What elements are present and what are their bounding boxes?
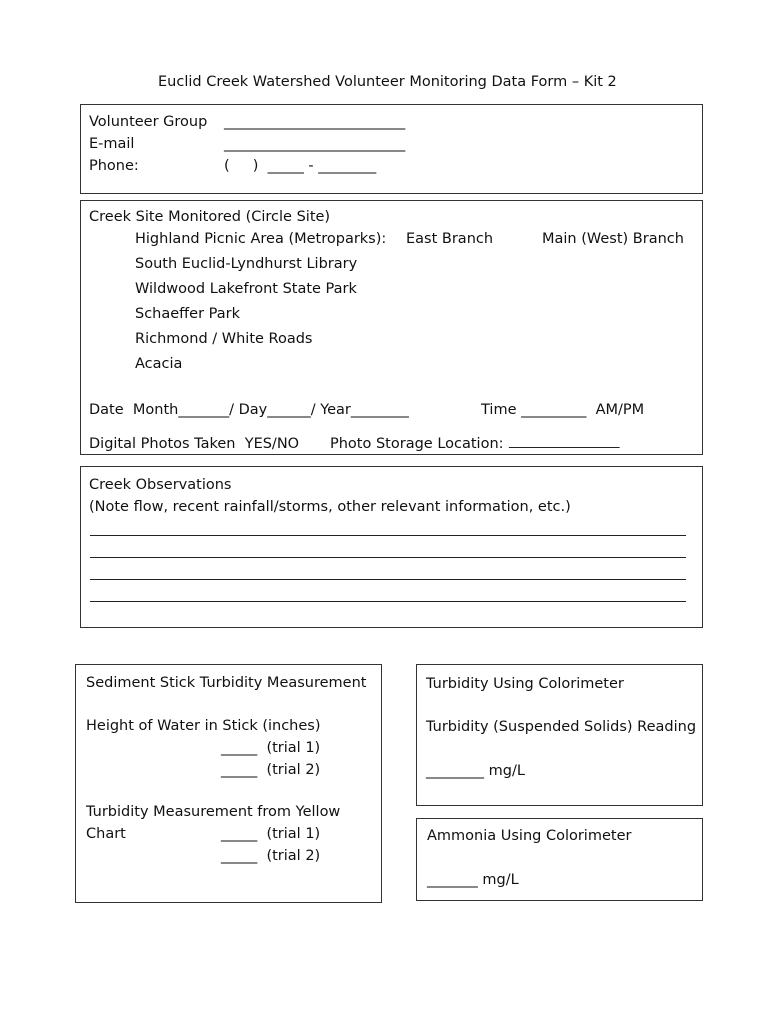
main-branch-option[interactable]: Main (West) Branch — [542, 231, 684, 247]
observation-line[interactable] — [90, 535, 686, 536]
site-option[interactable]: Wildwood Lakefront State Park — [135, 281, 357, 297]
site-option[interactable]: South Euclid-Lyndhurst Library — [135, 256, 358, 272]
yellow-chart-trial-1[interactable]: _____ (trial 1) — [221, 826, 321, 842]
site-heading: Creek Site Monitored (Circle Site) — [89, 209, 331, 225]
ammonia-heading: Ammonia Using Colorimeter — [427, 828, 632, 844]
form-title: Euclid Creek Watershed Volunteer Monitoring Data Form – Kit 2 — [158, 74, 617, 90]
volunteer-group-field[interactable]: _________________________ — [224, 114, 406, 130]
sediment-heading: Sediment Stick Turbidity Measurement — [86, 675, 367, 691]
east-branch-option[interactable]: East Branch — [406, 231, 494, 247]
turbidity-reading-label: Turbidity (Suspended Solids) Reading — [426, 719, 697, 735]
photos-taken-field[interactable]: Digital Photos Taken YES/NO — [89, 436, 300, 452]
observation-line[interactable] — [90, 557, 686, 558]
sediment-section — [75, 664, 382, 903]
date-field[interactable]: Date Month_______/ Day______/ Year________ — [89, 402, 409, 418]
stick-height-trial-1[interactable]: _____ (trial 1) — [221, 740, 321, 756]
ammonia-value-field[interactable]: _______ mg/L — [427, 872, 519, 888]
email-field[interactable]: _________________________ — [224, 136, 406, 152]
turbidity-heading: Turbidity Using Colorimeter — [426, 676, 624, 692]
observation-line[interactable] — [90, 601, 686, 602]
time-field[interactable]: Time _________ AM/PM — [481, 402, 645, 418]
site-option[interactable]: Acacia — [135, 356, 183, 372]
stick-height-trial-2[interactable]: _____ (trial 2) — [221, 762, 321, 778]
photo-storage-label: Photo Storage Location: — [330, 436, 504, 452]
observations-note: (Note flow, recent rainfall/storms, other relevant information, etc.) — [89, 499, 571, 515]
yellow-chart-trial-2[interactable]: _____ (trial 2) — [221, 848, 321, 864]
observations-heading: Creek Observations — [89, 477, 232, 493]
observation-line[interactable] — [90, 579, 686, 580]
turbidity-value-field[interactable]: ________ mg/L — [426, 763, 525, 779]
photo-storage-field[interactable]: _________________ — [509, 434, 620, 449]
phone-label: Phone: — [89, 158, 139, 174]
email-label: E-mail — [89, 136, 135, 152]
volunteer-group-label: Volunteer Group — [89, 114, 208, 130]
site-option[interactable]: Schaeffer Park — [135, 306, 240, 322]
site-option[interactable]: Richmond / White Roads — [135, 331, 313, 347]
stick-height-label: Height of Water in Stick (inches) — [86, 718, 321, 734]
yellow-chart-label-2: Chart — [86, 826, 126, 842]
phone-field[interactable]: ( ) _____ - ________ — [224, 158, 377, 174]
yellow-chart-label: Turbidity Measurement from Yellow — [86, 804, 341, 820]
site-option[interactable]: Highland Picnic Area (Metroparks): — [135, 231, 387, 247]
